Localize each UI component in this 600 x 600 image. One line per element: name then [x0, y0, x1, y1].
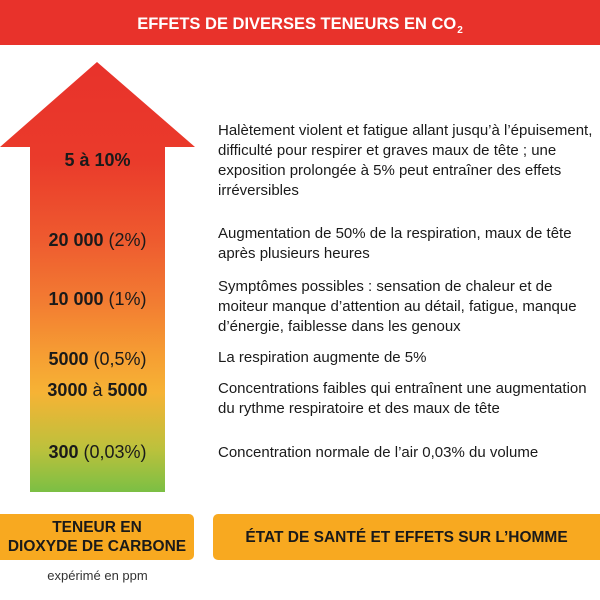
concentration-range-end: 5000: [107, 380, 148, 400]
effect-description: La respiration augmente de 5%: [218, 349, 427, 366]
concentration-label: [0, 442, 195, 462]
concentration-label: [0, 380, 195, 400]
concentration-header-line: DIOXYDE DE CARBONE: [7, 538, 187, 555]
effects-column-header: [213, 514, 600, 560]
concentration-scale-arrow: [0, 0, 200, 500]
effect-description: Symptômes possibles : sensation de chaleur et de moiteur manque d’attention au détail, fatigue, manque d’énergie, faiblesse dans les genoux: [218, 278, 577, 335]
concentration-value: 20 000: [48, 230, 104, 250]
concentration-label: [0, 150, 195, 170]
concentration-percent: (0,5%): [93, 349, 147, 369]
effects-header-text: ÉTAT DE SANTÉ ET EFFETS SUR L’HOMME: [245, 528, 568, 546]
concentration-value: 5 à 10%: [64, 150, 131, 170]
arrow-shape: [0, 62, 195, 492]
effect-description: Augmentation de 50% de la respiration, maux de tête après plusieurs heures: [218, 225, 572, 262]
title-subscript: 2: [457, 24, 463, 36]
concentration-label: [0, 349, 195, 369]
concentration-value: 10 000: [48, 289, 104, 309]
unit-note: expérimé en ppm: [47, 568, 148, 583]
concentration-percent: (0,03%): [83, 442, 147, 462]
concentration-label: [0, 289, 195, 309]
concentration-value: 5000: [48, 349, 89, 369]
effect-description: Concentrations faibles qui entraînent une augmentation du rythme respiratoire et des maux de tête: [218, 380, 587, 417]
concentration-column-header: [0, 514, 194, 560]
concentration-label: [0, 230, 195, 250]
effect-description: Halètement violent et fatigue allant jusqu’à l’épuisement, difficulté pour respirer et graves maux de tête ; une exposition prolongée à 5% peut entraîner des effets irréversibles: [218, 122, 593, 199]
concentration-header-line: TENEUR EN: [52, 519, 142, 536]
page-title-text: EFFETS DE DIVERSES TENEURS EN CO: [137, 14, 457, 33]
concentration-value: 300: [48, 442, 79, 462]
concentration-percent: (1%): [108, 289, 147, 309]
concentration-percent: (2%): [108, 230, 147, 250]
effect-description: Concentration normale de l’air 0,03% du volume: [218, 444, 539, 461]
concentration-range-start: 3000: [47, 380, 88, 400]
concentration-range-separator: à: [92, 380, 103, 400]
